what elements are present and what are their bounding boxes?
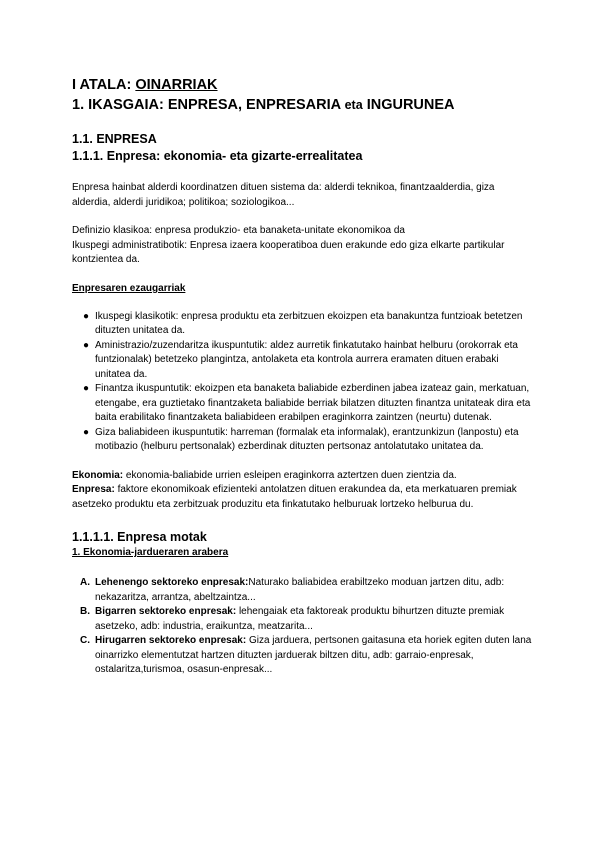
- lesson-heading: [72, 96, 532, 114]
- lesson-heading-main: 1. IKASGAIA: ENPRESA, ENPRESARIA: [72, 97, 345, 113]
- bullet-icon: ●: [83, 339, 90, 351]
- ekonomia-term: Ekonomia:: [72, 469, 124, 481]
- list-item-text: Ikuspegi klasikotik: enpresa produktu eta zerbitzuen ekoizpen eta banakuntza funtzioak betetzen dituzten unitatea da.: [95, 310, 523, 336]
- list-item-letter: B.: [80, 606, 90, 617]
- bullet-icon: ●: [83, 383, 90, 394]
- ezaugarriak-list: [72, 310, 532, 455]
- bullet-icon: ●: [83, 426, 90, 438]
- list-item: [72, 310, 532, 339]
- part-heading: [72, 76, 532, 94]
- document-page: [72, 76, 532, 678]
- ekonomia-definition: [72, 469, 532, 484]
- enpresa-term: Enpresa:: [72, 484, 115, 495]
- list-item: [72, 634, 532, 678]
- list-item: [72, 382, 532, 426]
- intro-paragraph: Enpresa hainbat alderdi koordinatzen dituen sistema da: alderdi teknikoa, finantzaalderdia, giza alderdia, alderdi juridikoa; politikoa; soziologikoa...: [72, 182, 495, 208]
- list-item-term: Lehenengo sektoreko enpresak:: [95, 577, 249, 588]
- list-item: [72, 426, 532, 455]
- list-item-letter: A.: [80, 577, 90, 588]
- list-item-letter: C.: [80, 635, 90, 646]
- list-item-term: Hirugarren sektoreko enpresak:: [95, 635, 247, 646]
- definition-administratiboa: Ikuspegi administratibotik: Enpresa izaera kooperatiboa duen erakunde edo giza elkarte partikular kontzientea da.: [72, 239, 505, 265]
- ekonomia-text: ekonomia-baliabide urrien esleipen eraginkorra aztertzen duen zientzia da.: [123, 469, 457, 481]
- enpresa-text: faktore ekonomikoak efizienteki antolatzen dituen erakundea da, eta merkatuaren premiak asetzeko produktu eta zerbitzuak produzitu eta finkatutako helburuak lortzeko helburua du.: [72, 484, 517, 510]
- list-item-text: Naturako baliabidea erabiltzeko moduan jartzen ditu, adb: nekazaritza, arrantza, abeltzaintza...: [95, 577, 505, 603]
- part-heading-title: OINARRIAK: [135, 77, 218, 93]
- ezaugarriak-title: Enpresaren ezaugarriak: [72, 282, 186, 294]
- lesson-heading-suffix: INGURUNEA: [362, 97, 455, 113]
- list-item-text: Giza jarduera, pertsonen gaitasuna eta horiek egiten duten lana oinarrizko elementutzat hartzen dituzten jarduerak biltzen ditu, adb: garraio-enpresak, ostalaritza,turismoa, osasun-enpresak...: [95, 635, 532, 675]
- bullet-icon: ●: [83, 310, 90, 322]
- part-heading-prefix: I ATALA:: [72, 77, 136, 93]
- motak-list: [72, 576, 532, 678]
- list-item-text: Aministrazio/zuzendaritza ikuspuntutik: aldez aurretik finkatutako hainbat helburu (orokorrak eta funtzionalak) betetzeko plangintza, antolaketa eta kontrola aurrera eramaten dituen erabaki unitatea da.: [95, 339, 518, 380]
- lesson-heading-eta: eta: [344, 98, 363, 112]
- section-subtitle: 1.1.1. Enpresa: ekonomia- eta gizarte-errealitatea: [72, 149, 363, 163]
- list-item: [72, 576, 532, 605]
- list-item-text: Giza baliabideen ikuspuntutik: harreman (formalak eta informalak), erantzunkizun (lanpostu) eta motibazio (helburu pertsonalak) ezberdinak dituzten pertsonaz antolatutako unitatea da.: [95, 426, 519, 452]
- list-item-text: Finantza ikuspuntutik: ekoizpen eta banaketa baliabide ezberdinen jabea izateaz gain, merkatuan, etengabe, era guztietako finantzaketa baliabide berriak bilatzen dituzten finantza unitateak dira eta baita erabilitako finantzaketa baliabideen erabilpen eraginkorra zaintzen (neurtu) dutenak.: [95, 383, 531, 423]
- section-title: 1.1. ENPRESA: [72, 132, 157, 146]
- list-item-term: Bigarren sektoreko enpresak:: [95, 606, 237, 617]
- list-item: [72, 605, 532, 634]
- definition-klasikoa: Definizio klasikoa: enpresa produkzio- eta banaketa-unitate ekonomikoa da: [72, 225, 405, 236]
- motak-title: 1.1.1.1. Enpresa motak: [72, 530, 207, 544]
- motak-subtitle: 1. Ekonomia-jardueraren arabera: [72, 547, 229, 558]
- list-item: [72, 339, 532, 383]
- enpresa-definition: [72, 483, 532, 512]
- list-item-text: lehengaiak eta faktoreak produktu bihurtzen dituzte premiak asetzeko, adb: industria, eraikuntza, meatzarita...: [95, 606, 505, 632]
